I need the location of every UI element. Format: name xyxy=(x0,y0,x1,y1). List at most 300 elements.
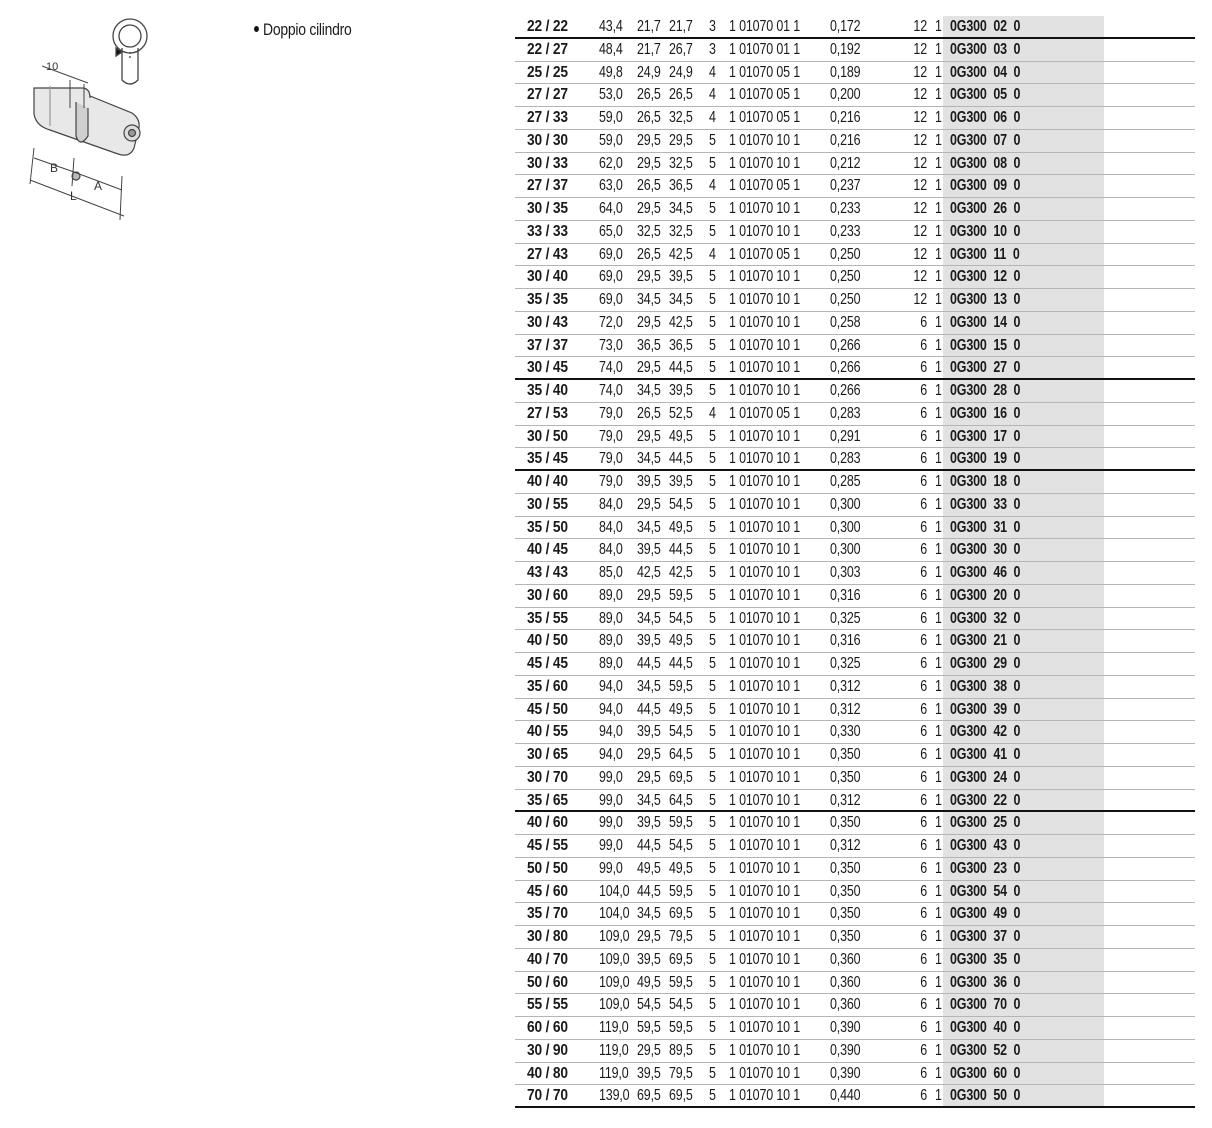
qty-cell: 1 xyxy=(935,677,942,695)
table-row xyxy=(515,881,1195,904)
pins-cell: 4 xyxy=(709,177,716,195)
code-cell: 0G300 08 0 xyxy=(950,154,1021,172)
section-title-text: Doppio cilindro xyxy=(263,20,352,39)
b-cell: 29,5 xyxy=(637,200,661,217)
size-cell: 27 / 37 xyxy=(527,177,568,195)
b-cell: 39,5 xyxy=(637,541,661,559)
article-cell: 1 01070 05 1 xyxy=(729,86,801,104)
dim-label-l: L xyxy=(70,189,77,203)
table-row xyxy=(515,994,1195,1017)
pack-cell: 12 xyxy=(913,291,927,308)
table-row xyxy=(515,562,1195,585)
pack-cell: 6 xyxy=(920,768,927,786)
b-cell: 34,5 xyxy=(637,382,661,399)
article-cell: 1 01070 10 1 xyxy=(729,950,801,968)
a-cell: 42,5 xyxy=(669,564,693,581)
code-cell: 0G300 27 0 xyxy=(950,359,1021,377)
length-cell: 49,8 xyxy=(599,63,623,81)
a-cell: 34,5 xyxy=(669,200,693,217)
table-row xyxy=(515,62,1195,85)
weight-cell: 0,300 xyxy=(830,518,861,536)
code-cell: 0G300 39 0 xyxy=(950,700,1021,718)
code-cell: 0G300 12 0 xyxy=(950,268,1021,286)
b-cell: 34,5 xyxy=(637,291,661,308)
table-row xyxy=(515,335,1195,358)
size-cell: 22 / 22 xyxy=(527,18,568,35)
weight-cell: 0,350 xyxy=(830,768,861,786)
pack-cell: 6 xyxy=(920,382,927,399)
size-cell: 50 / 50 xyxy=(527,859,568,877)
length-cell: 99,0 xyxy=(599,837,623,854)
b-cell: 44,5 xyxy=(637,882,661,900)
pins-cell: 5 xyxy=(709,1041,716,1059)
length-cell: 69,0 xyxy=(599,291,623,308)
b-cell: 29,5 xyxy=(637,427,661,445)
article-cell: 1 01070 10 1 xyxy=(729,996,801,1014)
weight-cell: 0,300 xyxy=(830,541,861,559)
qty-cell: 1 xyxy=(935,655,942,672)
a-cell: 32,5 xyxy=(669,154,693,172)
a-cell: 49,5 xyxy=(669,700,693,718)
pack-cell: 6 xyxy=(920,404,927,422)
length-cell: 85,0 xyxy=(599,564,623,581)
code-cell: 0G300 52 0 xyxy=(950,1041,1021,1059)
code-cell: 0G300 54 0 xyxy=(950,882,1021,900)
pack-cell: 6 xyxy=(920,427,927,445)
code-cell: 0G300 36 0 xyxy=(950,973,1021,991)
table-row xyxy=(515,608,1195,631)
code-cell: 0G300 07 0 xyxy=(950,131,1021,149)
weight-cell: 0,350 xyxy=(830,928,861,945)
weight-cell: 0,350 xyxy=(830,746,861,763)
pins-cell: 5 xyxy=(709,950,716,968)
size-cell: 30 / 33 xyxy=(527,154,568,172)
b-cell: 34,5 xyxy=(637,791,661,809)
length-cell: 99,0 xyxy=(599,859,623,877)
pins-cell: 4 xyxy=(709,63,716,81)
weight-cell: 0,312 xyxy=(830,677,861,695)
b-cell: 29,5 xyxy=(637,768,661,786)
table-row xyxy=(515,539,1195,562)
pins-cell: 5 xyxy=(709,609,716,627)
a-cell: 26,5 xyxy=(669,86,693,104)
code-cell: 0G300 35 0 xyxy=(950,950,1021,968)
table-row xyxy=(515,84,1195,107)
a-cell: 34,5 xyxy=(669,291,693,308)
table-row xyxy=(515,357,1195,380)
code-cell: 0G300 19 0 xyxy=(950,450,1021,468)
table-row xyxy=(515,744,1195,767)
a-cell: 39,5 xyxy=(669,268,693,286)
article-cell: 1 01070 10 1 xyxy=(729,928,801,945)
qty-cell: 1 xyxy=(935,1041,942,1059)
a-cell: 39,5 xyxy=(669,382,693,399)
a-cell: 49,5 xyxy=(669,518,693,536)
pins-cell: 4 xyxy=(709,245,716,263)
b-cell: 26,5 xyxy=(637,245,661,263)
qty-cell: 1 xyxy=(935,154,942,172)
a-cell: 54,5 xyxy=(669,609,693,627)
pack-cell: 6 xyxy=(920,677,927,695)
qty-cell: 1 xyxy=(935,18,942,35)
pack-cell: 12 xyxy=(913,245,927,263)
pack-cell: 6 xyxy=(920,882,927,900)
size-cell: 27 / 43 xyxy=(527,245,568,263)
b-cell: 39,5 xyxy=(637,723,661,741)
qty-cell: 1 xyxy=(935,541,942,559)
b-cell: 29,5 xyxy=(637,313,661,331)
weight-cell: 0,266 xyxy=(830,359,861,377)
code-cell: 0G300 37 0 xyxy=(950,928,1021,945)
article-cell: 1 01070 10 1 xyxy=(729,1087,801,1105)
code-cell: 0G300 23 0 xyxy=(950,859,1021,877)
a-cell: 52,5 xyxy=(669,404,693,422)
pins-cell: 5 xyxy=(709,700,716,718)
article-cell: 1 01070 05 1 xyxy=(729,177,801,195)
weight-cell: 0,189 xyxy=(830,63,861,81)
size-cell: 35 / 45 xyxy=(527,450,568,468)
code-cell: 0G300 03 0 xyxy=(950,40,1021,58)
pins-cell: 3 xyxy=(709,18,716,35)
qty-cell: 1 xyxy=(935,632,942,650)
weight-cell: 0,285 xyxy=(830,473,861,490)
table-row xyxy=(515,244,1195,267)
size-cell: 45 / 45 xyxy=(527,655,568,672)
table-row xyxy=(515,835,1195,858)
weight-cell: 0,200 xyxy=(830,86,861,104)
pins-cell: 5 xyxy=(709,1087,716,1105)
size-cell: 40 / 60 xyxy=(527,814,568,832)
qty-cell: 1 xyxy=(935,40,942,58)
b-cell: 34,5 xyxy=(637,609,661,627)
b-cell: 29,5 xyxy=(637,586,661,604)
table-row xyxy=(515,926,1195,949)
length-cell: 74,0 xyxy=(599,382,623,399)
table-row xyxy=(515,471,1195,494)
table-row xyxy=(515,403,1195,426)
b-cell: 34,5 xyxy=(637,905,661,923)
article-cell: 1 01070 10 1 xyxy=(729,723,801,741)
weight-cell: 0,312 xyxy=(830,837,861,854)
length-cell: 119,0 xyxy=(599,1019,629,1036)
pack-cell: 6 xyxy=(920,859,927,877)
length-cell: 69,0 xyxy=(599,245,623,263)
code-cell: 0G300 22 0 xyxy=(950,791,1021,809)
qty-cell: 1 xyxy=(935,882,942,900)
b-cell: 29,5 xyxy=(637,131,661,149)
table-row xyxy=(515,39,1195,62)
pack-cell: 12 xyxy=(913,109,927,126)
pack-cell: 6 xyxy=(920,1087,927,1105)
a-cell: 44,5 xyxy=(669,541,693,559)
article-cell: 1 01070 10 1 xyxy=(729,541,801,559)
weight-cell: 0,360 xyxy=(830,996,861,1014)
size-cell: 27 / 33 xyxy=(527,109,568,126)
article-cell: 1 01070 05 1 xyxy=(729,245,801,263)
pack-cell: 12 xyxy=(913,268,927,286)
a-cell: 44,5 xyxy=(669,359,693,377)
size-cell: 30 / 65 xyxy=(527,746,568,763)
table-row xyxy=(515,198,1195,221)
dim-label-top: 10 xyxy=(46,61,59,73)
size-cell: 30 / 80 xyxy=(527,928,568,945)
table-row xyxy=(515,16,1195,39)
a-cell: 54,5 xyxy=(669,837,693,854)
article-cell: 1 01070 10 1 xyxy=(729,586,801,604)
b-cell: 26,5 xyxy=(637,177,661,195)
pack-cell: 6 xyxy=(920,905,927,923)
length-cell: 99,0 xyxy=(599,791,623,809)
a-cell: 49,5 xyxy=(669,427,693,445)
b-cell: 42,5 xyxy=(637,564,661,581)
size-cell: 45 / 50 xyxy=(527,700,568,718)
length-cell: 63,0 xyxy=(599,177,623,195)
pack-cell: 12 xyxy=(913,200,927,217)
pack-cell: 6 xyxy=(920,518,927,536)
pins-cell: 5 xyxy=(709,996,716,1014)
code-cell: 0G300 24 0 xyxy=(950,768,1021,786)
length-cell: 109,0 xyxy=(599,996,630,1014)
article-cell: 1 01070 10 1 xyxy=(729,518,801,536)
a-cell: 42,5 xyxy=(669,245,693,263)
weight-cell: 0,291 xyxy=(830,427,861,445)
article-cell: 1 01070 10 1 xyxy=(729,882,801,900)
weight-cell: 0,312 xyxy=(830,791,861,809)
table-row xyxy=(515,266,1195,289)
code-cell: 0G300 60 0 xyxy=(950,1064,1021,1082)
article-cell: 1 01070 01 1 xyxy=(729,18,801,35)
article-cell: 1 01070 01 1 xyxy=(729,40,801,58)
pack-cell: 6 xyxy=(920,632,927,650)
length-cell: 62,0 xyxy=(599,154,623,172)
article-cell: 1 01070 10 1 xyxy=(729,564,801,581)
article-cell: 1 01070 10 1 xyxy=(729,859,801,877)
a-cell: 59,5 xyxy=(669,814,693,832)
code-cell: 0G300 29 0 xyxy=(950,655,1021,672)
pack-cell: 12 xyxy=(913,63,927,81)
pack-cell: 6 xyxy=(920,313,927,331)
size-cell: 60 / 60 xyxy=(527,1019,568,1036)
weight-cell: 0,390 xyxy=(830,1041,861,1059)
pins-cell: 5 xyxy=(709,746,716,763)
a-cell: 42,5 xyxy=(669,313,693,331)
pack-cell: 12 xyxy=(913,40,927,58)
length-cell: 59,0 xyxy=(599,109,623,126)
weight-cell: 0,250 xyxy=(830,268,861,286)
size-cell: 30 / 30 xyxy=(527,131,568,149)
code-cell: 0G300 05 0 xyxy=(950,86,1021,104)
size-cell: 50 / 60 xyxy=(527,973,568,991)
weight-cell: 0,390 xyxy=(830,1019,861,1036)
a-cell: 54,5 xyxy=(669,996,693,1014)
article-cell: 1 01070 10 1 xyxy=(729,291,801,308)
code-cell: 0G300 40 0 xyxy=(950,1019,1021,1036)
code-cell: 0G300 09 0 xyxy=(950,177,1021,195)
qty-cell: 1 xyxy=(935,245,942,263)
qty-cell: 1 xyxy=(935,723,942,741)
pack-cell: 6 xyxy=(920,746,927,763)
a-cell: 59,5 xyxy=(669,973,693,991)
length-cell: 89,0 xyxy=(599,609,623,627)
size-cell: 30 / 35 xyxy=(527,200,568,217)
a-cell: 49,5 xyxy=(669,859,693,877)
code-cell: 0G300 33 0 xyxy=(950,495,1021,513)
pack-cell: 12 xyxy=(913,86,927,104)
qty-cell: 1 xyxy=(935,109,942,126)
article-cell: 1 01070 10 1 xyxy=(729,791,801,809)
length-cell: 84,0 xyxy=(599,541,623,559)
a-cell: 54,5 xyxy=(669,495,693,513)
code-cell: 0G300 16 0 xyxy=(950,404,1021,422)
b-cell: 32,5 xyxy=(637,222,661,240)
length-cell: 43,4 xyxy=(599,18,623,35)
weight-cell: 0,390 xyxy=(830,1064,861,1082)
size-cell: 30 / 50 xyxy=(527,427,568,445)
qty-cell: 1 xyxy=(935,382,942,399)
pins-cell: 5 xyxy=(709,473,716,490)
article-cell: 1 01070 10 1 xyxy=(729,655,801,672)
code-cell: 0G300 70 0 xyxy=(950,996,1021,1014)
article-cell: 1 01070 10 1 xyxy=(729,473,801,490)
article-cell: 1 01070 10 1 xyxy=(729,837,801,854)
article-cell: 1 01070 10 1 xyxy=(729,154,801,172)
length-cell: 99,0 xyxy=(599,814,623,832)
weight-cell: 0,350 xyxy=(830,814,861,832)
a-cell: 59,5 xyxy=(669,1019,693,1036)
b-cell: 26,5 xyxy=(637,109,661,126)
size-cell: 35 / 65 xyxy=(527,791,568,809)
length-cell: 79,0 xyxy=(599,427,623,445)
pins-cell: 5 xyxy=(709,222,716,240)
table-row xyxy=(515,653,1195,676)
size-cell: 55 / 55 xyxy=(527,996,568,1014)
a-cell: 32,5 xyxy=(669,109,693,126)
qty-cell: 1 xyxy=(935,700,942,718)
pins-cell: 5 xyxy=(709,655,716,672)
qty-cell: 1 xyxy=(935,291,942,308)
length-cell: 99,0 xyxy=(599,768,623,786)
qty-cell: 1 xyxy=(935,1019,942,1036)
code-cell: 0G300 11 0 xyxy=(950,245,1020,263)
size-cell: 30 / 40 xyxy=(527,268,568,286)
size-cell: 45 / 55 xyxy=(527,837,568,854)
b-cell: 49,5 xyxy=(637,973,661,991)
weight-cell: 0,172 xyxy=(830,18,861,35)
b-cell: 21,7 xyxy=(637,18,661,35)
weight-cell: 0,300 xyxy=(830,495,861,513)
pins-cell: 5 xyxy=(709,268,716,286)
length-cell: 104,0 xyxy=(599,882,630,900)
table-row xyxy=(515,312,1195,335)
weight-cell: 0,250 xyxy=(830,245,861,263)
pack-cell: 6 xyxy=(920,1041,927,1059)
length-cell: 94,0 xyxy=(599,700,623,718)
code-cell: 0G300 49 0 xyxy=(950,905,1021,923)
size-cell: 30 / 60 xyxy=(527,586,568,604)
qty-cell: 1 xyxy=(935,791,942,809)
code-cell: 0G300 10 0 xyxy=(950,222,1021,240)
size-cell: 30 / 70 xyxy=(527,768,568,786)
code-cell: 0G300 18 0 xyxy=(950,473,1021,490)
table-row xyxy=(515,630,1195,653)
size-cell: 35 / 70 xyxy=(527,905,568,923)
article-cell: 1 01070 10 1 xyxy=(729,768,801,786)
size-cell: 30 / 55 xyxy=(527,495,568,513)
article-cell: 1 01070 10 1 xyxy=(729,313,801,331)
pack-cell: 6 xyxy=(920,1064,927,1082)
qty-cell: 1 xyxy=(935,63,942,81)
a-cell: 59,5 xyxy=(669,677,693,695)
size-cell: 35 / 50 xyxy=(527,518,568,536)
b-cell: 36,5 xyxy=(637,336,661,354)
size-cell: 37 / 37 xyxy=(527,336,568,354)
weight-cell: 0,360 xyxy=(830,973,861,991)
length-cell: 59,0 xyxy=(599,131,623,149)
pack-cell: 6 xyxy=(920,791,927,809)
b-cell: 59,5 xyxy=(637,1019,661,1036)
weight-cell: 0,266 xyxy=(830,382,861,399)
pack-cell: 6 xyxy=(920,586,927,604)
b-cell: 44,5 xyxy=(637,837,661,854)
size-cell: 25 / 25 xyxy=(527,63,568,81)
article-cell: 1 01070 10 1 xyxy=(729,973,801,991)
article-cell: 1 01070 05 1 xyxy=(729,109,801,126)
article-cell: 1 01070 10 1 xyxy=(729,495,801,513)
size-cell: 40 / 70 xyxy=(527,950,568,968)
table-row xyxy=(515,107,1195,130)
weight-cell: 0,350 xyxy=(830,905,861,923)
code-cell: 0G300 13 0 xyxy=(950,291,1021,308)
weight-cell: 0,325 xyxy=(830,609,861,627)
length-cell: 109,0 xyxy=(599,928,630,945)
b-cell: 44,5 xyxy=(637,700,661,718)
pack-cell: 6 xyxy=(920,495,927,513)
table-row xyxy=(515,585,1195,608)
weight-cell: 0,283 xyxy=(830,404,861,422)
pins-cell: 5 xyxy=(709,791,716,809)
a-cell: 79,5 xyxy=(669,928,693,945)
section-title xyxy=(254,20,352,40)
code-cell: 0G300 20 0 xyxy=(950,586,1021,604)
table-row xyxy=(515,721,1195,744)
table-row xyxy=(515,153,1195,176)
a-cell: 49,5 xyxy=(669,632,693,650)
pack-cell: 6 xyxy=(920,700,927,718)
article-cell: 1 01070 10 1 xyxy=(729,1041,801,1059)
weight-cell: 0,316 xyxy=(830,586,861,604)
a-cell: 89,5 xyxy=(669,1041,693,1059)
code-cell: 0G300 17 0 xyxy=(950,427,1021,445)
length-cell: 69,0 xyxy=(599,268,623,286)
qty-cell: 1 xyxy=(935,268,942,286)
code-cell: 0G300 50 0 xyxy=(950,1087,1021,1105)
size-cell: 35 / 40 xyxy=(527,382,568,399)
a-cell: 64,5 xyxy=(669,746,693,763)
table-row xyxy=(515,790,1195,813)
size-cell: 35 / 60 xyxy=(527,677,568,695)
weight-cell: 0,212 xyxy=(830,154,861,172)
article-cell: 1 01070 05 1 xyxy=(729,63,801,81)
pack-cell: 6 xyxy=(920,837,927,854)
cylinder-diagram xyxy=(10,8,160,238)
pins-cell: 5 xyxy=(709,131,716,149)
pins-cell: 5 xyxy=(709,928,716,945)
table-row xyxy=(515,448,1195,471)
length-cell: 109,0 xyxy=(599,950,630,968)
qty-cell: 1 xyxy=(935,1087,942,1105)
a-cell: 39,5 xyxy=(669,473,693,490)
qty-cell: 1 xyxy=(935,495,942,513)
